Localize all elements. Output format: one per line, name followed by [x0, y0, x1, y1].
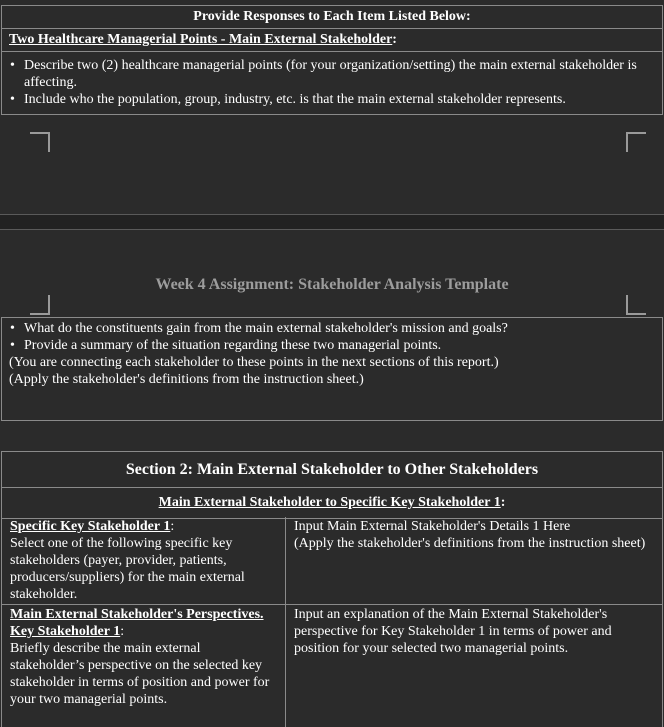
- row1-left-cell: [1, 517, 286, 605]
- page-header-title: Week 4 Assignment: Stakeholder Analysis Template: [155, 276, 509, 293]
- note-line: (You are connecting each stakeholder to these points in the next sections of this report.): [9, 355, 499, 370]
- list-item: • Describe two (2) healthcare managerial points (for your organization/setting) the main external stakeholder is affecting.: [24, 57, 656, 91]
- list-item: • What do the constituents gain from the main external stakeholder's mission and goals?: [24, 320, 662, 337]
- continued-box: [1, 317, 663, 421]
- row-heading: Specific Key Stakeholder 1: [10, 519, 171, 534]
- note-line: (Apply the stakeholder's definitions from the instruction sheet.): [9, 372, 364, 387]
- row1-right-cell[interactable]: [285, 517, 663, 605]
- row-description: Select one of the following specific key stakeholders (payer, provider, patients, producers/suppliers) for the main external stakeholder.: [10, 536, 245, 602]
- input-prompt: Input Main External Stakeholder's Details 1 Here: [294, 519, 571, 534]
- top-bullets: [2, 57, 662, 108]
- row-heading-suffix: :: [170, 519, 175, 534]
- list-item: • Include who the population, group, industry, etc. is that the main external stakeholder represents.: [24, 91, 656, 108]
- section2-subtitle-suffix: :: [500, 495, 506, 510]
- crop-mark-top-left: [30, 295, 50, 315]
- row-heading: Main External Stakeholder's Perspectives. Key Stakeholder 1: [10, 607, 264, 639]
- section2-subtitle: Main External Stakeholder to Specific Key Stakeholder 1: [158, 495, 501, 510]
- page-bottom-margin: [0, 116, 664, 216]
- crop-mark-bottom-right: [626, 132, 646, 152]
- crop-mark-top-right: [626, 295, 646, 315]
- top-table: [1, 5, 663, 115]
- page-header: [0, 231, 664, 317]
- page-gap: [0, 214, 664, 230]
- table-header: Provide Responses to Each Item Listed Below:: [2, 6, 662, 29]
- row-heading-suffix: :: [120, 624, 125, 639]
- section-title-row: [2, 29, 662, 52]
- crop-mark-bottom-left: [30, 132, 50, 152]
- input-note: (Apply the stakeholder's definitions from the instruction sheet): [294, 536, 646, 551]
- list-item: • Provide a summary of the situation regarding these two managerial points.: [24, 337, 662, 354]
- section-title-suffix: :: [392, 32, 397, 47]
- continued-bullets: [2, 320, 662, 354]
- section2-subtitle-row: [2, 488, 662, 519]
- section2-title: Section 2: Main External Stakeholder to Other Stakeholders: [2, 452, 662, 488]
- row2-left-cell: [1, 604, 286, 727]
- row2-right-cell[interactable]: [285, 604, 663, 727]
- section-title: Two Healthcare Managerial Points - Main External Stakeholder: [9, 32, 393, 47]
- row-description: Briefly describe the main external stakeholder’s perspective on the selected key stakeholder in terms of position and power for your two managerial points.: [10, 641, 270, 707]
- input-prompt: Input an explanation of the Main External Stakeholder's perspective for Key Stakeholder 1 in terms of power and position for your selected two managerial points.: [294, 607, 612, 656]
